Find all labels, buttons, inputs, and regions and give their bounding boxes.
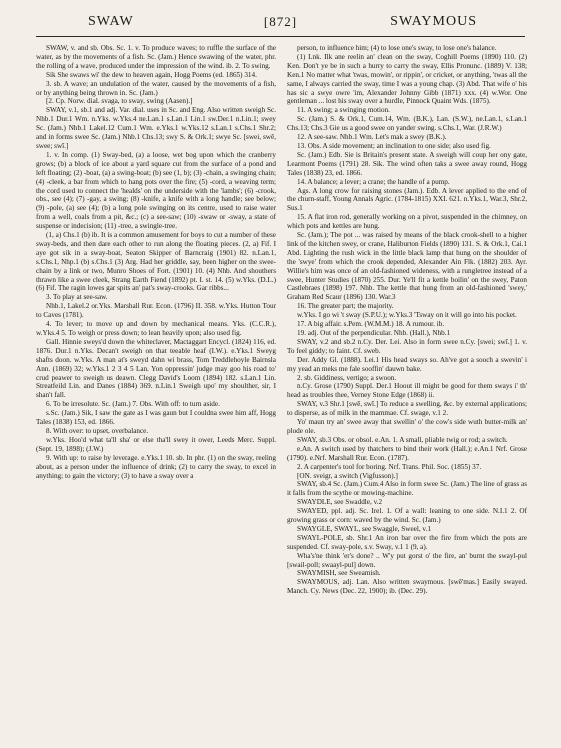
paragraph: 12. A see-saw. Nhb.1 Wm. Let's mak a swey (B.K.). [297, 133, 447, 142]
paragraph: 1. v. In comp. (1) Sway-bed, (a) a loose, wet bog upon which the cranberry grows; (b) a block of ice about a yard square cut from the surface of a pond and left floating; (2) -boat, (a) a swing-boat; (b) see (1, b); (3) -chain, a swinging chain; (4) -cleek, a bar from which to hang pots over the fire; (5) -cord, a weaving term; the cord used to connect the 'healds' on the underside with the 'lambs'; (6) -crook, obs., see (4); (7) -gay, a swing; (8) -knife, a knife with a long handle; see below; (9) -pole, (a) see (4); (b) a long pole swinging on its centre, used to raise water from a well, coals from a pit, &c.; (c) a see-saw; (10) -swaw or -sway, a state of suspense or indecision; (11) -tree, a swingle-tree. [36, 150, 276, 231]
paragraph: (1, a) Chs.1 (b) ib. It is a common amusement for boys to cut a number of these sway-beds, and then dare each other to run along the floating pieces. (2, a) Fif. I aye got sik in a sway-boat, Seaton Skipper of Barncraig (1901) 82. n.Lan.1, s.Chs.1, Nhp.1 (b) s.Chs.1 (3) Arg. Had her griddle, say, been higher on the swee-chain by a link or two, Munro Shoes of Fort. (1901) 10. (4) Nhb. And shouthers thrawn like a swee cleek, Strang Earth Fiend (1892) pt. I. st. 14. (5) w.Yks. (D.L.) (6) Fif. The ragin lowes gar spits an' pat's sway-crooks. Gar ribbs... [36, 231, 276, 293]
paragraph: SWAY, sb.4 Sc. (Jam.) Cum.4 Also in form swee Sc. (Jam.) The line of grass as it falls from the scythe or mowing-machine. [287, 480, 527, 498]
header-rule [36, 36, 525, 37]
paragraph: 2. sb. Giddiness, vertigo; a swoon. [297, 373, 397, 382]
paragraph: SWAYMOUS, adj. Lan. Also written swaymous. [swē'mas.] Easily swayed. Manch. Cy. News (Dec. 22, 1900); ib. (Dec. 29). [287, 578, 527, 596]
paragraph: Wha's'ne think 'er's done? .. W'y put gorst o' the fire, an' burnt the swayl-pul [swail-poll; swaayl-pul] down. [287, 551, 527, 569]
paragraph: 11. A swing; a swinging motion. [297, 106, 390, 115]
paragraph: 19. adj. Out of the perpendicular. Nhb. (Hall.), Nhb.1 [297, 329, 451, 337]
paragraph: person, to influence him; (4) to lose one's sway, to lose one's balance. [297, 44, 497, 52]
paragraph: SWAYL-POLE, sb. Shr.1 An iron bar over the fire from which the pots are suspended. Cf. sway-pole, s.v. Sway, v.1 1 (9, a). [287, 533, 527, 551]
paragraph: 17. A big affair. s.Pem. (W.M.M.) 18. A rumour. ib. [297, 320, 445, 329]
paragraph: n.Cy. Grose (1790) Suppl. Der.1 Hoout ill might be good for them sways i' th' head as troubles thee, Verney Stone Edge (1868) ii. [287, 382, 527, 400]
paragraph: Sc. (Jam.) S. & Ork.1, Cum.14, Wm. (B.K.), Lan. (S.W.), ne.Lan.1, s.Lan.1 Chs.13; Chs.3 Gie us a good swee on yander swing. s.Chs.1, War. (J.R.W.) [287, 115, 527, 133]
paragraph: w.Yks. I go wi 't sway (S.P.U.); w.Yks.3 'Tsway on it will go into his pocket. [297, 311, 517, 320]
paragraph: Der. Addy Gl. (1888). Lei.1 His head sways so. Ah've got a sooch a swevin' i my yead an meks me fale sooffin' dauwn bake. [287, 355, 527, 373]
paragraph: SWAYGLE, SWAYL, see Swaggle, Sweel, v.1 [297, 524, 431, 533]
paragraph: SWAYMISH, see Sweamish. [297, 569, 381, 578]
paragraph: 13. Obs. A side movement; an inclination to one side; also used fig. [297, 141, 491, 150]
paragraph: w.Yks. Hoo'd what ta'll sha' or else tha'll swey it ower, Leeds Merc. Suppl. (Sept. 19, 1898); (J.W.) [36, 435, 276, 453]
paragraph: 16. The greater part; the majority. [297, 302, 394, 311]
paragraph: [2. Cp. Norw. dial. svaga, to sway, swing (Aasen).] [46, 97, 193, 106]
paragraph: 4. To lever; to move up and down by mechanical means. Yks. (C.C.R.), w.Yks.4 5. To weigh or press down; to lean heavily upon; also used fig. [36, 320, 276, 337]
paragraph: SWAYED, ppl. adj. Sc. Irel. 1. Of a wall: leaning to one side. N.I.1 2. Of growing grass or corn: waved by the wind. Sc. (Jam.) [287, 507, 527, 525]
paragraph: 9. With up: to raise by leverage. e.Yks.1 10. sb. In phr. (1) on the sway, reeling about, as a person under the influence of drink; (2) to carry the sway, to excel in anything; to gain the victory; (3) to have a sway over a [36, 453, 276, 480]
paragraph: Sc. (Jam.); The pot ... was raised by means of the black crook-shell to a higher link of the kitchen swey, or crane, Haliburton Fields (1890) 131. S. & Ork.1, Cai.1 Abd. Lighting the rush wick in the little black lamp that hung on the shoulder of the 'swye' from which the crook depended, Alexander Ain Flk. (1882) 203. Ayr. Willie's him was once of an old-fashioned wideness, with a rungletree instead of a swee, Hunter Studies (1870) 255. Dur. Ye'll fit a kettle boilin' on the swey, Paton Castlebraes (1898) 197. Nhb. The kettle that hung from an old-fashioned 'swey,' Graham Red Scaur (1896) 130. War.3 [287, 231, 527, 302]
paragraph: [ON. sveigr, a switch (Vigfusson).] [297, 471, 398, 480]
paragraph: SWAY, v.2 and sb.2 n.Cy. Der. Lei. Also in form swee n.Cy. [swei; swī.] 1. v. To feel giddy; to faint. Cf. sweb. [287, 337, 527, 355]
paragraph: 3. To play at see-saw. [46, 293, 108, 302]
paragraph: SWAW, v. and sb. Obs. Sc. 1. v. To produce waves; to ruffle the surface of the water, as by the movements of a fish. Sc. (Jam.) Hence swawing of the water, phr. the rolling of a wave, produced under the impression of the wind. ib. 2. To swing. [36, 44, 276, 70]
paragraph: SWAY, sb.3 Obs. or obsol. e.An. 1. A small, pliable twig or rod; a switch. [297, 435, 508, 444]
paragraph: 6. To be irresolute. Sc. (Jam.) 7. Obs. With off: to turn aside. [46, 400, 220, 409]
right-column [287, 44, 527, 740]
paragraph: s.Sc. (Jam.) Sik, I saw the gate as I was gaun but I couldna swee him aff, Hogg Tales (1838) 153, ed. 1866. [36, 409, 276, 427]
paragraph: 8. With over: to upset, overbalance. [46, 426, 149, 435]
paragraph: 14. A balance; a lever; a crane; the handle of a pump. [297, 177, 450, 186]
paragraph: Ags. A long crow for raising stones (Jam.). Edb. A lever applied to the end of the churn-staff, Young Annals Agric. (1784-1815) XXI. 621. n.Yks.1, War.3, Shr.2, Sus.1 [287, 186, 527, 213]
paragraph: SWAY, v.1, sb.1 and adj. Var. dial. uses in Sc. and Eng. Also written sweigh Sc. Nhb.1 Dur.1 Wm. n.Yks. w.Yks.4 ne.Lan.1 s.Lan.1 Lin.1 sw.Der.1 n.Lin.1; swey Sc. (Jam.) Nhb.1 Lakel.12 Cum.1 Wm. e.Yks.1 w.Yks.12 s.Lan.1 s.Chs.1 Shr.2; and in forms swee Sc. (Jam.) Nhb.1 Chs.13; swy S. & Ork.1; swye Sc. [swei, swē, swee; swī.] [36, 106, 276, 150]
page-header [36, 14, 525, 32]
paragraph: Yo' maun try an' swee away that swellin' o' the cow's side wuth butter-milk an' plode ole. [287, 418, 527, 435]
paragraph: 2. A carpenter's tool for boring. Nrf. Trans. Phil. Soc. (1855) 37. [297, 462, 482, 471]
paragraph: SWAY, v.3 Shr.1 [swē, swī.] To reduce a swelling, &c. by external applications; to disperse, as of milk in the mammae. Cf. swage, v.1 2. [287, 400, 527, 418]
paragraph: Sc. (Jam.) Edb. Sie is Britain's present state. A sweigh will coup her ony gate, Learmont Poems (1791) 28. Sik. The wind often taks a swee away round, Hogg Tales (1838) 23, ed. 1866. [287, 150, 527, 177]
page-number: [872] [263, 14, 298, 29]
paragraph: SWAYDLE, see Swaddle, v.2 [297, 498, 383, 507]
paragraph: (1) Lnk. Ilk ane reelin an' clean on the sway, Coghill Poems (1890) 110. (2) Ken. Don't ye be in such a hurry to carry the sway, Ellis Pronunc. (1889) V. 138; Ken.1 No matter what 'twas, mowin', or rippin', or cricket, or anything, 'twas all the same, I always carried the sway, time I was a young chap. (3) Abd. That wife o' his has sic a swye owre 'im, Alexander Johnny Gibb (1871) xxx. (4) w.Wor. One gentleman ... lost his sway over a hurdle, Pinnock Quaint Wds. (1875). [287, 52, 527, 106]
header-left-guideword: SWAW [88, 14, 134, 29]
header-right-guideword: SWAYMOUS [390, 14, 477, 29]
paragraph: Nhb.1, Lakel.2 or.Yks. Marshall Rur. Econ. (1796) II. 358. w.Yks. Hutton Tour to Caves (1781). [36, 302, 276, 320]
paragraph: e.An. A switch used by thatchers to bind their work (Hall.); e.An.1 Nrf. Grose (1790). e.Nrf. Marshall Rur. Econ. (1787). [287, 444, 527, 462]
left-column [36, 44, 276, 740]
paragraph: 3. sb. A wave; an undulation of the water, caused by the movements of a fish, or by anything being thrown in. Sc. (Jam.) [36, 79, 276, 97]
paragraph: Sik She swaws wi' the dew to heaven again, Hogg Poems (ed. 1865) 314. [46, 70, 257, 79]
paragraph: Gall. Hinnie sweys'd down the whiteclaver, Mactaggart Encycl. (1824) 116, ed. 1876. Dur.1 n.Yks. Decan't sweigh on that teeable heaf (I.W.). e.Yks.1 Sweyg shafts doon. w.Yks. A man at's sweyd dahn wi brass, Tom Treddlehoyle Bairnsla Ann. (1869) 32; w.Yks.1 2 3 4 5 Lan. Yon oppressin' judge may goo his road to' crud peawer to sweigh us deawn. Clegg David's Loom (1894) 182. s.Lan.1 Lin. Streatfeild Lin. and Danes (1884) 369. n.Lin.1 Sweigh upo' my shoulther, sir, I shan't fall. [36, 337, 276, 400]
paragraph: 15. A flat iron rod, generally working on a pivot, suspended in the chimney, on which pots and kettles are hung. [287, 213, 527, 231]
